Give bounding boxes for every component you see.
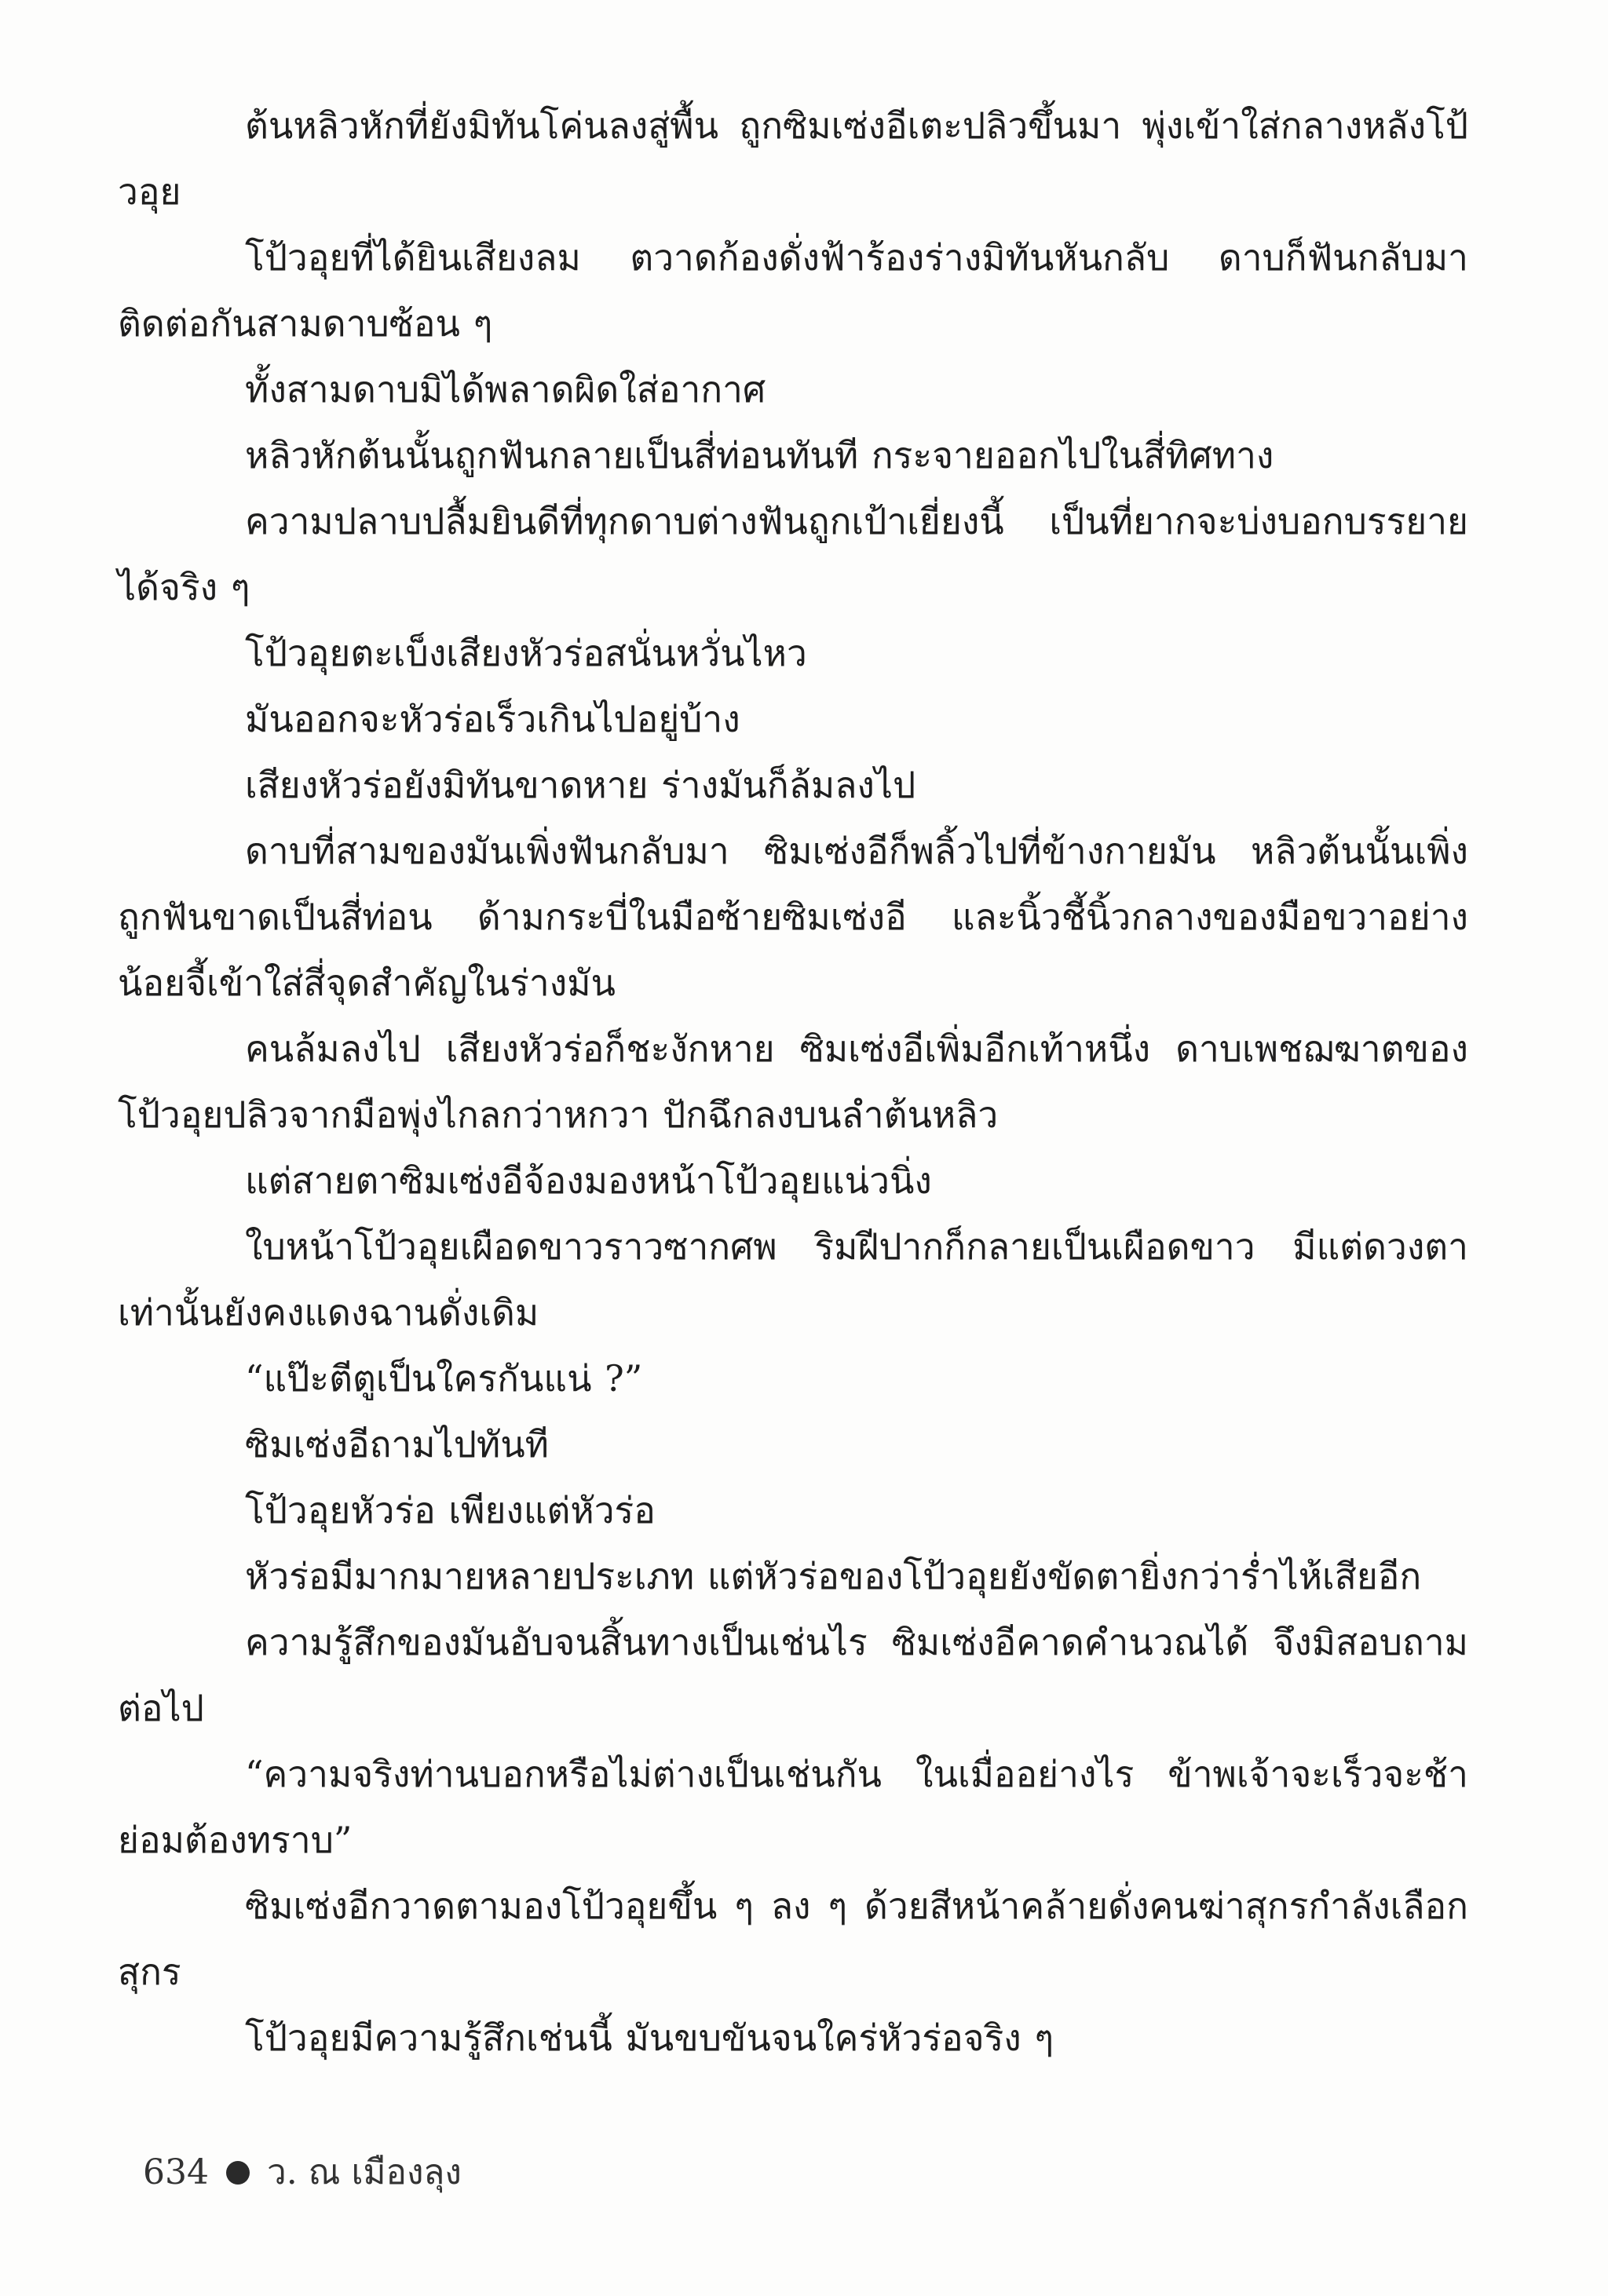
body-text xyxy=(118,93,1468,2071)
paragraph: หัวร่อมีมากมายหลายประเภท แต่หัวร่อของโป้วอุยยังขัดตายิ่งกว่าร่ำไห้เสียอีก xyxy=(245,1555,1422,1597)
paragraph: โป้วอุยหัวร่อ เพียงแต่หัวร่อ xyxy=(245,1489,656,1531)
paragraph: มันออกจะหัวร่อเร็วเกินไปอยู่บ้าง xyxy=(245,698,740,740)
page-number: 634 xyxy=(143,2152,209,2192)
paragraph: คนล้มลงไป เสียงหัวร่อก็ชะงักหาย ซิมเซ่งอีเพิ่มอีกเท้าหนึ่ง ดาบเพชฌฆาตของโป้วอุยปลิวจากมือพุ่งไกลกว่าหกวา ปักฉึกลงบนลำต้นหลิว xyxy=(118,1028,1468,1136)
paragraph: ใบหน้าโป้วอุยเผือดขาวราวซากศพ ริมฝีปากก็กลายเป็นเผือดขาว มีแต่ดวงตาเท่านั้นยังคงแดงฉานดั่งเดิม xyxy=(118,1225,1468,1334)
paragraph: โป้วอุยมีความรู้สึกเช่นนี้ มันขบขันจนใคร่หัวร่อจริง ๆ xyxy=(245,2017,1054,2059)
page-footer xyxy=(143,2149,462,2196)
paragraph: แต่สายตาซิมเซ่งอีจ้องมองหน้าโป้วอุยแน่วนิ่ง xyxy=(245,1159,932,1202)
paragraph: เสียงหัวร่อยังมิทันขาดหาย ร่างมันก็ล้มลงไป xyxy=(245,764,916,806)
paragraph: “ความจริงท่านบอกหรือไม่ต่างเป็นเช่นกัน ในเมื่ออย่างไร ข้าพเจ้าจะเร็วจะช้าย่อมต้องทราบ” xyxy=(118,1753,1468,1861)
paragraph: ดาบที่สามของมันเพิ่งฟันกลับมา ซิมเซ่งอีก็พลิ้วไปที่ข้างกายมัน หลิวต้นนั้นเพิ่งถูกฟันขาดเป็นสี่ท่อน ด้ามกระบี่ในมือซ้ายซิมเซ่งอี และนิ้วชี้นิ้วกลางของมือขวาอย่างน้อยจี้เข้าใส่สี่จุดสำคัญในร่างมัน xyxy=(118,830,1468,1004)
paragraph: ซิมเซ่งอีกวาดตามองโป้วอุยขึ้น ๆ ลง ๆ ด้วยสีหน้าคล้ายดั่งคนฆ่าสุกรกำลังเลือกสุกร xyxy=(118,1885,1468,1993)
paragraph: โป้วอุยที่ได้ยินเสียงลม ตวาดก้องดั่งฟ้าร้องร่างมิทันหันกลับ ดาบก็ฟันกลับมาติดต่อกันสามดาบซ้อน ๆ xyxy=(118,236,1468,345)
paragraph: โป้วอุยตะเบ็งเสียงหัวร่อสนั่นหวั่นไหว xyxy=(245,632,807,674)
paragraph: ความรู้สึกของมันอับจนสิ้นทางเป็นเช่นไร ซิมเซ่งอีคาดคำนวณได้ จึงมิสอบถามต่อไป xyxy=(118,1621,1468,1729)
paragraph: ซิมเซ่งอีถามไปทันที xyxy=(245,1423,550,1466)
paragraph: “แป๊ะตีตูเป็นใครกันแน่ ?” xyxy=(245,1357,643,1400)
bullet-icon xyxy=(226,2161,250,2185)
author-name: ว. ณ เมืองลุง xyxy=(266,2152,462,2192)
paragraph: ต้นหลิวหักที่ยังมิทันโค่นลงสู่พื้น ถูกซิมเซ่งอีเตะปลิวขึ้นมา พุ่งเข้าใส่กลางหลังโป้วอุย xyxy=(118,104,1468,213)
paragraph: ความปลาบปลื้มยินดีที่ทุกดาบต่างฟันถูกเป้าเยี่ยงนี้ เป็นที่ยากจะบ่งบอกบรรยายได้จริง ๆ xyxy=(118,500,1468,608)
paragraph: ทั้งสามดาบมิได้พลาดผิดใส่อากาศ xyxy=(245,368,766,411)
paragraph: หลิวหักต้นนั้นถูกฟันกลายเป็นสี่ท่อนทันที กระจายออกไปในสี่ทิศทาง xyxy=(245,434,1274,476)
